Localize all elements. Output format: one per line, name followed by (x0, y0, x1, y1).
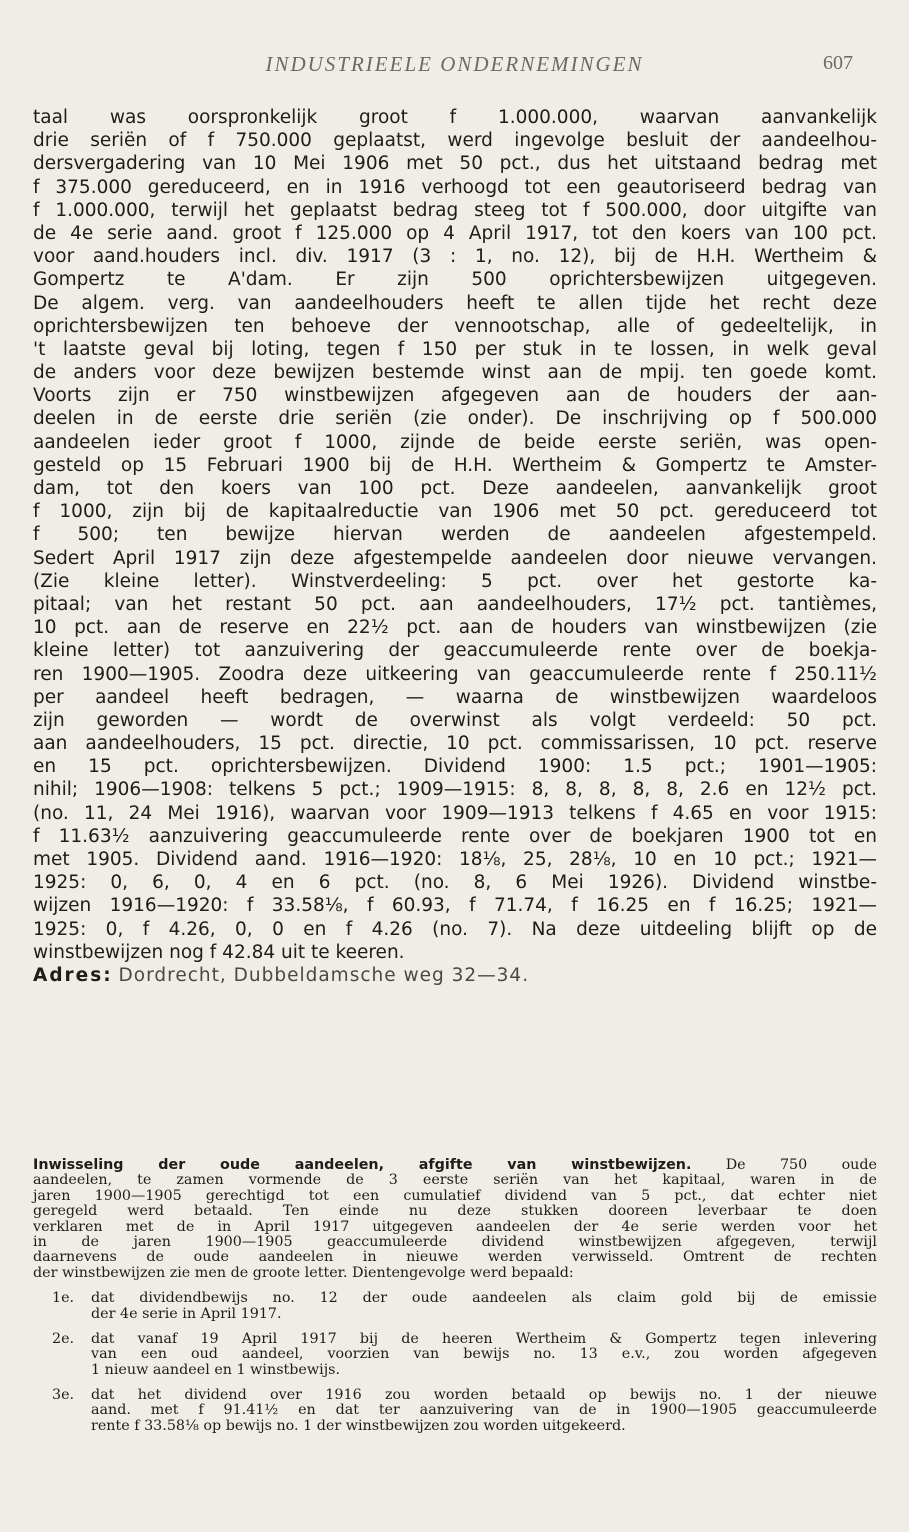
main-text-line: f 500; ten bewijze hiervan werden de aandeelen afgestempeld. (33, 524, 877, 546)
main-text-line: f 375.000 gereduceerd, en in 1916 verhoogd tot een geautoriseerd bedrag van (33, 176, 877, 198)
main-text-line: f 1000, zijn bij de kapitaalreductie van 1906 met 50 pct. gereduceerd tot (33, 501, 877, 523)
list-item-line: dat vanaf 19 April 1917 bij de heeren Wertheim & Gompertz tegen inlevering (91, 1330, 877, 1347)
small-print-line: geregeld werd betaald. Ten einde nu deze stukken dooreen leverbaar te doen (33, 1203, 877, 1220)
main-text-line: dam, tot den koers van 100 pct. Deze aandeelen, aanvankelijk groot (33, 478, 877, 499)
main-text-line: winstbewijzen nog f 42.84 uit te keeren. (33, 941, 405, 963)
list-item-number: 1e. (52, 1290, 75, 1307)
main-text-line: 1925: 0, f 4.26, 0, 0 en f 4.26 (no. 7). Na deze uitdeeling blijft op de (33, 918, 877, 940)
list-item-line: van een oud aandeel, voorzien van bewijs no. 13 e.v., zou worden afgegeven (91, 1346, 877, 1363)
main-text-line: en 15 pct. oprichtersbewijzen. Dividend 1900: 1.5 pct.; 1901—1905: (33, 756, 877, 778)
small-print-list-item (33, 1332, 877, 1378)
main-text-line: Gompertz te A'dam. Er zijn 500 oprichtersbewijzen uitgegeven. (33, 269, 877, 291)
main-text-line: f 1.000.000, terwijl het geplaatst bedrag steeg tot f 500.000, door uitgifte van (33, 199, 877, 221)
list-item-line: dat het dividend over 1916 zou worden betaald op bewijs no. 1 der nieuwe (91, 1387, 877, 1404)
main-text-line: aandeelen ieder groot f 1000, zijnde de beide eerste seriën, was open- (33, 431, 877, 453)
main-text-line: f 11.63½ aanzuivering geaccumuleerde rente over de boekjaren 1900 tot en (33, 825, 877, 847)
list-item-line: aand. met f 91.41½ en dat ter aanzuivering van de in 1900—1905 geaccumuleerde (91, 1402, 877, 1419)
main-text-line: 10 pct. aan de reserve en 22½ pct. aan de houders van winstbewijzen (zie (33, 617, 877, 639)
address-line (33, 964, 877, 987)
list-item-line: dat dividendbewijs no. 12 der oude aandeelen als claim gold bij de emissie (91, 1290, 877, 1307)
main-text-line: aan aandeelhouders, 15 pct. directie, 10 pct. commissarissen, 10 pct. reserve (33, 733, 877, 755)
main-text-lines (33, 106, 877, 964)
address-text: Dordrecht, Dubbeldamsche weg 32—34. (118, 964, 530, 986)
main-text-line: De algem. verg. van aandeelhouders heeft te allen tijde het recht deze (33, 292, 877, 314)
address-label: Adres: (33, 964, 113, 986)
list-item-line: der 4e serie in April 1917. (91, 1305, 282, 1322)
small-print-intro (33, 1173, 877, 1281)
list-item-text (91, 1388, 877, 1434)
small-print-section (33, 1158, 877, 1434)
running-header: INDUSTRIEELE ONDERNEMINGEN (265, 52, 644, 76)
main-text-line: gesteld op 15 Februari 1900 bij de H.H. Wertheim & Gompertz te Amster- (33, 454, 877, 476)
list-item-text (91, 1332, 877, 1378)
list-item-line: 1 nieuw aandeel en 1 winstbewijs. (91, 1361, 341, 1378)
small-print-line: aandeelen, te zamen vormende de 3 eerste seriën van het kapitaal, waren in de (33, 1172, 877, 1189)
main-text-line: drie seriën of f 750.000 geplaatst, werd ingevolge besluit der aandeelhou- (33, 130, 877, 152)
small-print-line: jaren 1900—1905 gerechtigd tot een cumulatief dividend van 5 pct., dat echter niet (33, 1187, 877, 1204)
main-text-line: 't laatste geval bij loting, tegen f 150 per stuk in te lossen, in welk geval (33, 338, 877, 360)
main-text-line: pitaal; van het restant 50 pct. aan aandeelhouders, 17½ pct. tantièmes, (33, 593, 877, 615)
main-text-line: Sedert April 1917 zijn deze afgestempelde aandeelen door nieuwe vervangen. (33, 547, 877, 569)
main-text-line: Voorts zijn er 750 winstbewijzen afgegeven aan de houders der aan- (33, 385, 877, 407)
small-print-list-item (33, 1388, 877, 1434)
main-text-line: taal was oorspronkelijk groot f 1.000.000, waarvan aanvankelijk (33, 107, 877, 128)
main-text-line: voor aand.houders incl. div. 1917 (3 : 1, no. 12), bij de H.H. Wertheim & (33, 246, 877, 268)
main-text-line: deelen in de eerste drie seriën (zie onder). De inschrijving op f 500.000 (33, 408, 877, 430)
main-text-line: wijzen 1916—1920: f 33.58⅛, f 60.93, f 71.74, f 16.25 en f 16.25; 1921— (33, 895, 877, 917)
list-item-line: rente f 33.58⅛ op bewijs no. 1 der winstbewijzen zou worden uitgekeerd. (91, 1417, 626, 1434)
list-item-text (91, 1291, 877, 1322)
main-text-line: (no. 11, 24 Mei 1916), waarvan voor 1909—1913 telkens f 4.65 en voor 1915: (33, 802, 877, 824)
page-number: 607 (823, 52, 853, 74)
main-text-line: (Zie kleine letter). Winstverdeeling: 5 pct. over het gestorte ka- (33, 570, 877, 592)
main-text (33, 106, 877, 987)
small-print-heading: Inwisseling der oude aandeelen, afgifte van winstbewijzen. (33, 1157, 692, 1173)
small-print-line: daarnevens de oude aandeelen in nieuwe werden verwisseld. Omtrent de rechten (33, 1249, 877, 1266)
main-text-line: kleine letter) tot aanzuivering der geaccumuleerde rente over de boekja- (33, 640, 877, 662)
list-item-number: 2e. (52, 1330, 75, 1347)
main-text-line: dersvergadering van 10 Mei 1906 met 50 pct., dus het uitstaand bedrag met (33, 153, 877, 175)
main-text-line: oprichtersbewijzen ten behoeve der vennootschap, alle of gedeeltelijk, in (33, 315, 877, 337)
list-item-number: 3e. (52, 1387, 75, 1404)
small-print-list (33, 1291, 877, 1434)
main-text-line: de anders voor deze bewijzen bestemde winst aan de mpij. ten goede komt. (33, 362, 877, 384)
small-print-list-item (33, 1291, 877, 1322)
main-text-line: nihil; 1906—1908: telkens 5 pct.; 1909—1915: 8, 8, 8, 8, 8, 2.6 en 12½ pct. (33, 779, 877, 801)
main-text-line: 1925: 0, 6, 0, 4 en 6 pct. (no. 8, 6 Mei 1926). Dividend winstbe- (33, 872, 877, 894)
small-print-line: in de jaren 1900—1905 geaccumuleerde dividend winstbewijzen afgegeven, terwijl (33, 1233, 877, 1250)
main-text-line: per aandeel heeft bedragen, — waarna de winstbewijzen waardeloos (33, 686, 877, 708)
main-text-line: zijn geworden — wordt de overwinst als volgt verdeeld: 50 pct. (33, 709, 877, 731)
small-print-intro-0: De 750 oude (725, 1157, 878, 1173)
small-print-line: der winstbewijzen zie men de groote letter. Dientengevolge werd bepaald: (33, 1264, 574, 1281)
small-print-line: verklaren met de in April 1917 uitgegeven aandeelen der 4e serie werden voor het (33, 1218, 877, 1235)
main-text-line: ren 1900—1905. Zoodra deze uitkeering van geaccumuleerde rente f 250.11½ (33, 663, 877, 685)
small-print-first-line (33, 1158, 877, 1173)
main-text-line: met 1905. Dividend aand. 1916—1920: 18⅛, 25, 28⅛, 10 en 10 pct.; 1921— (33, 849, 877, 870)
main-text-line: de 4e serie aand. groot f 125.000 op 4 April 1917, tot den koers van 100 pct. (33, 222, 877, 244)
